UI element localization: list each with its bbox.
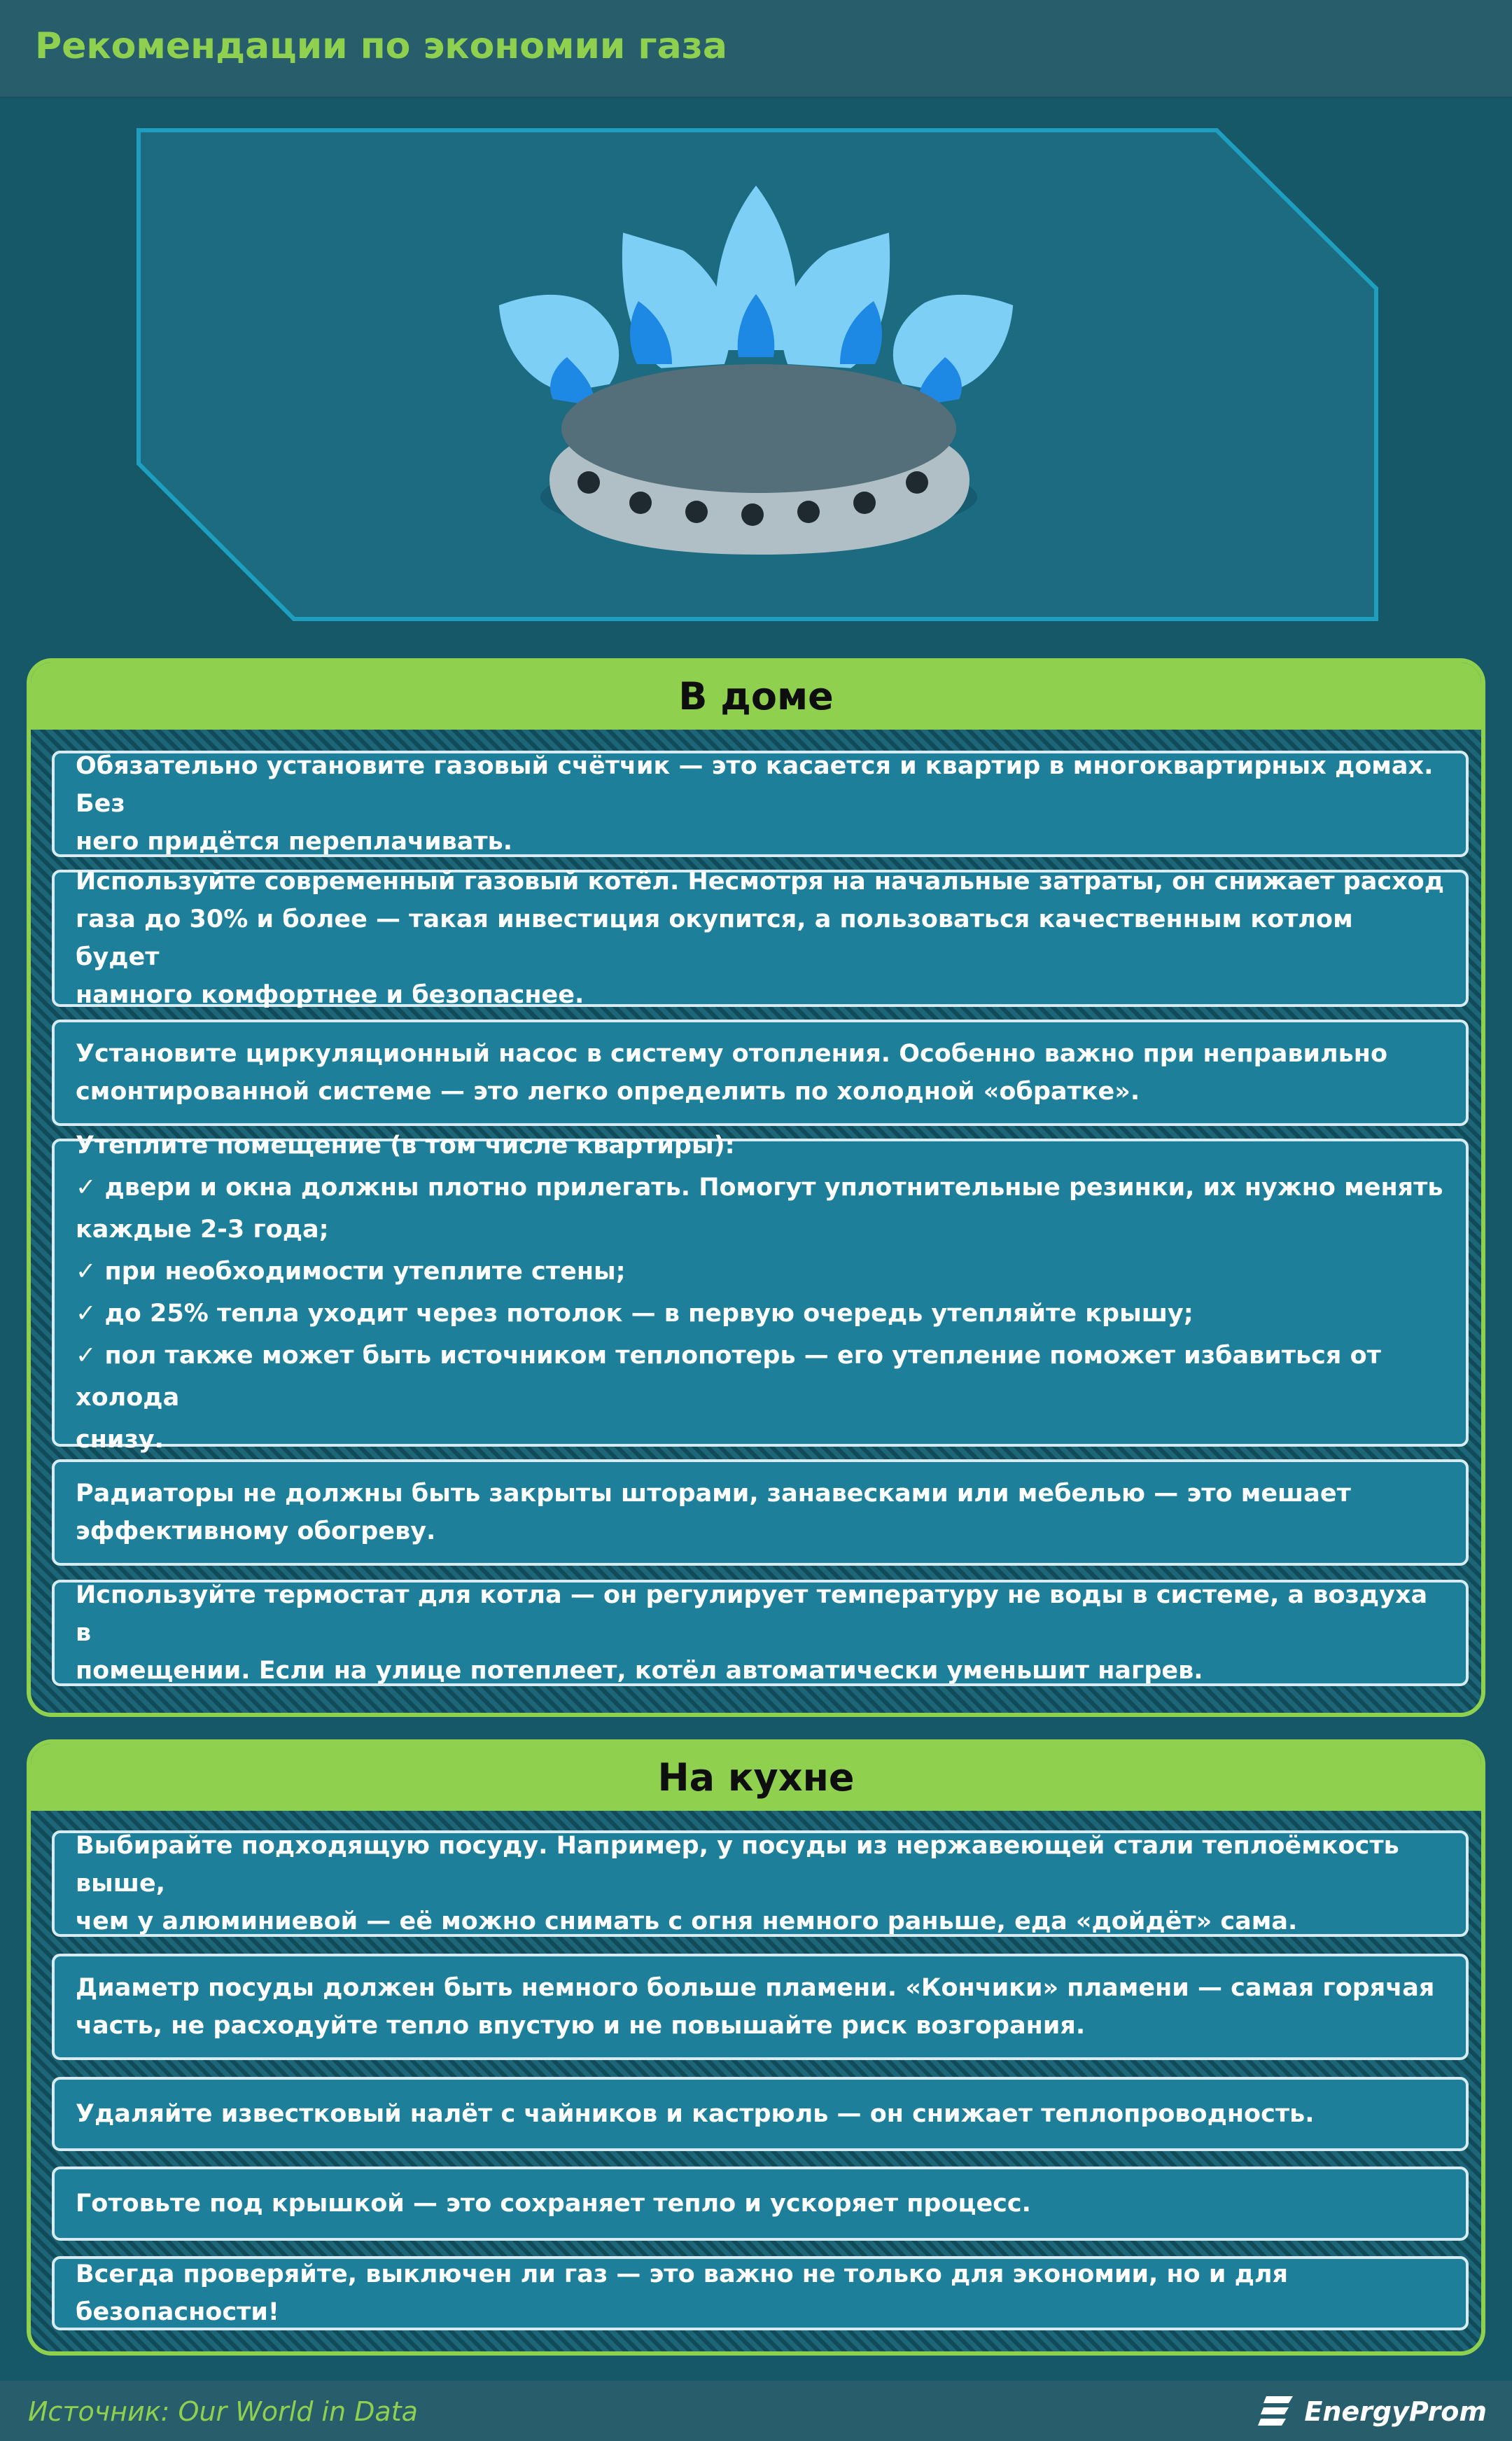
tip-card — [52, 1580, 1469, 1686]
source-note: Источник: Our World in Data — [28, 2396, 418, 2427]
tip-card — [52, 2256, 1469, 2330]
tip-line: ✓ до 25% тепла уходит через потолок — в первую очередь утепляйте крышу; — [76, 1300, 1194, 1328]
tip-line: эффективному обогреву. — [76, 1517, 436, 1545]
tip-line: Готовьте под крышкой — это сохраняет тепло и ускоряет процесс. — [76, 2190, 1031, 2218]
tip-card — [52, 1830, 1469, 1937]
energyprom-logo-icon — [1258, 2392, 1297, 2431]
tip-line: Всегда проверяйте, выключен ли газ — это важно не только для экономии, но и для безопасности! — [76, 2260, 1297, 2326]
section-title: На кухне — [31, 1744, 1481, 1811]
tip-card — [52, 2077, 1469, 2151]
tip-line: чем у алюминиевой — её можно снимать с огня немного раньше, еда «дойдёт» сама. — [76, 1907, 1298, 1935]
section-kitchen — [27, 1739, 1485, 2356]
tip-line: ✓ двери и окна должны плотно прилегать. Помогут уплотнительные резинки, их нужно менять — [76, 1174, 1443, 1202]
page-header — [0, 0, 1512, 98]
tip-line: Используйте термостат для котла — он регулирует температуру не воды в системе, а воздуха в — [76, 1581, 1436, 1647]
tip-line: часть, не расходуйте тепло впустую и не повышайте риск возгорания. — [76, 2012, 1086, 2040]
tip-line: Используйте современный газовый котёл. Несмотря на начальные затраты, он снижает расход — [76, 868, 1444, 896]
tip-card — [52, 1954, 1469, 2060]
tip-line: Радиаторы не должны быть закрыты шторами, занавесками или мебелью — это мешает — [76, 1480, 1351, 1508]
hero-illustration — [133, 126, 1380, 623]
tip-card — [52, 1020, 1469, 1126]
tip-card — [52, 1459, 1469, 1566]
tip-line: каждые 2-3 года; — [76, 1216, 329, 1244]
brand-name: EnergyProm — [1304, 2396, 1487, 2427]
tip-line: газа до 30% и более — такая инвестиция окупится, а пользоваться качественным котлом будет — [76, 905, 1362, 971]
page-title: Рекомендации по экономии газа — [35, 25, 727, 67]
tip-line: Выбирайте подходящую посуду. Например, у посуды из нержавеющей стали теплоёмкость выше, — [76, 1832, 1408, 1898]
tip-line: Утеплите помещение (в том числе квартиры): — [76, 1132, 735, 1160]
tip-card — [52, 751, 1469, 857]
tip-line: ✓ при необходимости утеплите стены; — [76, 1258, 626, 1286]
brand-logo — [1258, 2391, 1487, 2433]
tip-line: него придётся переплачивать. — [76, 828, 513, 856]
tip-line: Диаметр посуды должен быть немного больше пламени. «Кончики» пламени — самая горячая — [76, 1974, 1435, 2002]
tip-line: смонтированной системе — это легко определить по холодной «обратке». — [76, 1078, 1140, 1106]
tip-line: намного комфортнее и безопаснее. — [76, 981, 584, 1009]
hero-panel — [133, 126, 1380, 623]
page-footer — [0, 2381, 1512, 2441]
tip-line: ✓ пол также может быть источником теплопотерь — его утепление поможет избавиться от холода — [76, 1342, 1390, 1412]
tip-card — [52, 870, 1469, 1007]
tip-line: Установите циркуляционный насос в систему отопления. Особенно важно при неправильно — [76, 1040, 1387, 1068]
tip-line: снизу. — [76, 1426, 164, 1454]
tip-card — [52, 2167, 1469, 2241]
tip-line: Удаляйте известковый налёт с чайников и кастрюль — он снижает теплопроводность. — [76, 2100, 1315, 2128]
section-home — [27, 658, 1485, 1717]
tip-card — [52, 1132, 1469, 1454]
tip-line: Обязательно установите газовый счётчик — это касается и квартир в многоквартирных домах. Без — [76, 752, 1442, 818]
section-title: В доме — [31, 662, 1481, 730]
tip-line: помещении. Если на улице потеплеет, котёл автоматически уменьшит нагрев. — [76, 1657, 1203, 1685]
